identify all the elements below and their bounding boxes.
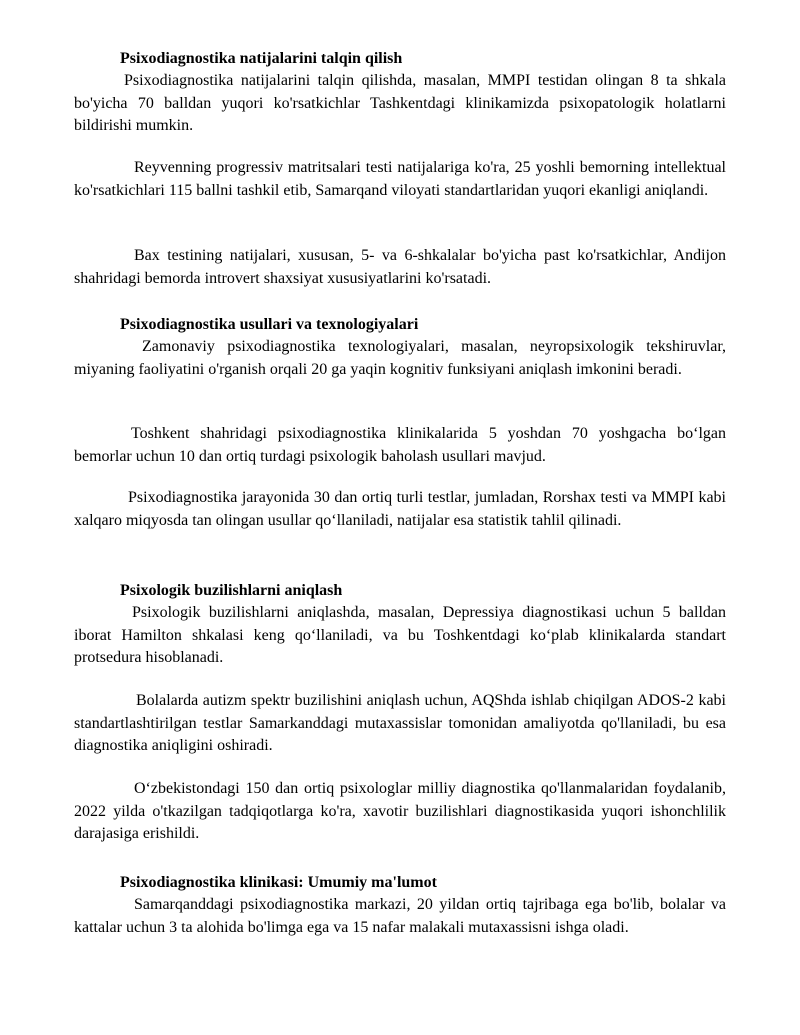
section-heading-disorders: Psixologik buzilishlarni aniqlash <box>120 582 343 599</box>
section-heading-methods: Psixodiagnostika usullari va texnologiyalari <box>120 316 419 333</box>
paragraph-neuropsychology: Zamonaviy psixodiagnostika texnologiyalari, masalan, neyropsixologik tekshiruvlar, miyaning faoliyatini o'rganish orqali 20 ga yaqin kognitiv funksiyani aniqlash imkonini beradi. <box>74 338 726 378</box>
section-heading-clinic: Psixodiagnostika klinikasi: Umumiy ma'lumot <box>120 874 437 891</box>
paragraph-mmpi: Psixodiagnostika natijalarini talqin qilishda, masalan, MMPI testidan olingan 8 ta shkala bo'yicha 70 balldan yuqori ko'rsatkichlar Tashkentdagi klinikamizda psixopatologik holatlarni bildirishi mumkin. <box>74 72 726 135</box>
paragraph-uzbekistan: O‘zbekistondagi 150 dan ortiq psixologlar milliy diagnostika qo'llanmalaridan foydalanib, 2022 yilda o'tkazilgan tadqiqotlarga ko'ra, xavotir buzilishlari diagnostikasida yuqori ishonchlilik darajasiga erishildi. <box>74 780 726 843</box>
paragraph-samarkand-center: Samarqanddagi psixodiagnostika markazi, 20 yildan ortiq tajribaga ega bo'lib, bolalar va kattalar uchun 3 ta alohida bo'limga ega va 15 nafar malakali mutaxassisni ishga oladi. <box>74 896 726 936</box>
paragraph-hamilton: Psixologik buzilishlarni aniqlashda, masalan, Depressiya diagnostikasi uchun 5 balldan iborat Hamilton shkalasi keng qo‘llaniladi, va bu Toshkentdagi ko‘plab klinikalarda standart protsedura hisoblanadi. <box>74 604 726 667</box>
paragraph-bax: Bax testining natijalari, xususan, 5- va 6-shkalalar bo'yicha past ko'rsatkichlar, Andijon shahridagi bemorda introvert shaxsiyat xususiyatlarini ko'rsatadi. <box>74 247 726 287</box>
paragraph-tashkent-clinics: Toshkent shahridagi psixodiagnostika klinikalarida 5 yoshdan 70 yoshgacha bo‘lgan bemorlar uchun 10 dan ortiq turdagi psixologik baholash usullari mavjud. <box>74 425 726 465</box>
paragraph-raven: Reyvenning progressiv matritsalari testi natijalariga ko'ra, 25 yoshli bemorning intellektual ko'rsatkichlari 115 ballni tashkil etib, Samarqand viloyati standartlaridan yuqori ekanligi aniqlandi. <box>74 159 726 199</box>
section-heading-interpretation: Psixodiagnostika natijalarini talqin qilish <box>120 50 403 67</box>
paragraph-tests: Psixodiagnostika jarayonida 30 dan ortiq turli testlar, jumladan, Rorshax testi va MMPI kabi xalqaro miqyosda tan olingan usullar qo‘llaniladi, natijalar esa statistik tahlil qilinadi. <box>74 489 726 529</box>
paragraph-autism: Bolalarda autizm spektr buzilishini aniqlash uchun, AQShda ishlab chiqilgan ADOS-2 kabi standartlashtirilgan testlar Samarkanddagi mutaxassislar tomonidan amaliyotda qo'llaniladi, bu esa diagnostika aniqligini oshiradi. <box>74 692 726 755</box>
